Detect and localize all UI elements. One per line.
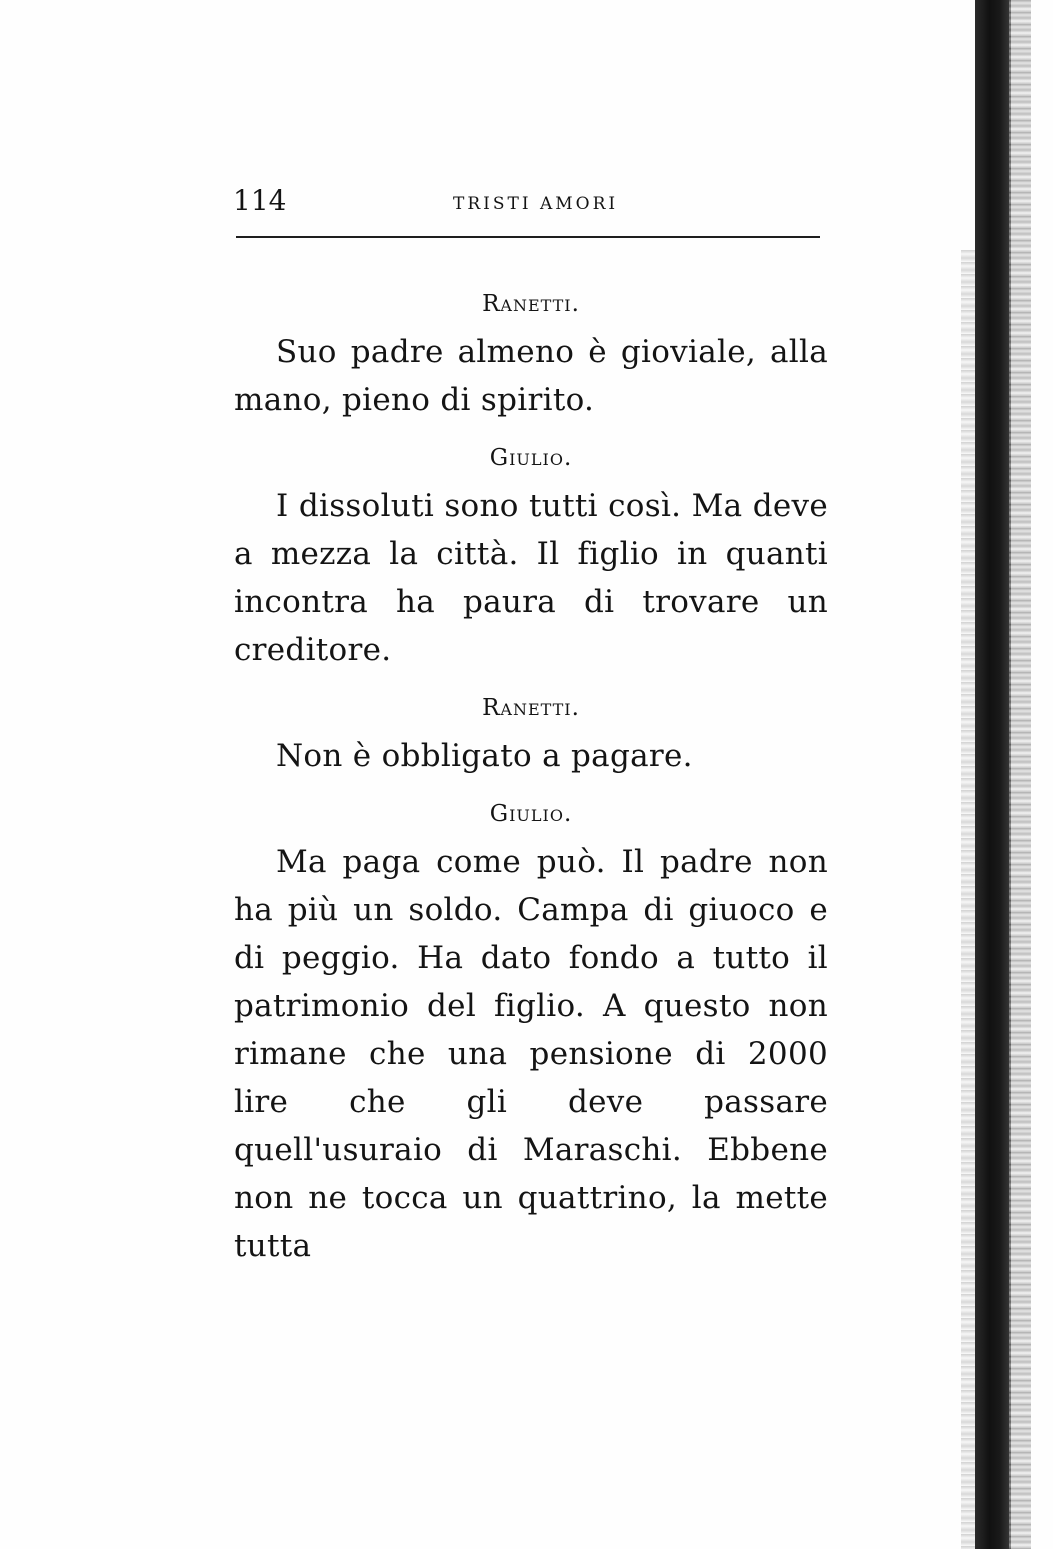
speaker-name: Giulio. — [489, 445, 573, 471]
speaker-name: Giulio. — [489, 801, 573, 827]
speaker-name: Ranetti. — [482, 695, 580, 721]
book-binding-edge — [975, 0, 1011, 1549]
speech-text: Suo padre almeno è gioviale, alla mano, pieno di spirito. — [234, 334, 828, 418]
page-header — [233, 184, 823, 224]
running-title: TRISTI AMORI — [453, 194, 619, 214]
binding-fringe — [1009, 0, 1031, 1549]
speech-text: Non è obbligato a pagare. — [276, 738, 693, 774]
page-number: 114 — [233, 184, 287, 217]
dialogue-body — [234, 280, 828, 1270]
binding-shadow — [961, 250, 975, 1549]
speaker-name: Ranetti. — [482, 291, 580, 317]
speech-text: Ma paga come può. Il padre non ha più un soldo. Campa di giuoco e di peggio. Ha dato fondo a tutto il patrimonio del figlio. A questo non rimane che una pensione di 2000 lire che gli deve passare quell'usuraio di Maraschi. Ebbene non ne tocca un quattrino, la mette tutta — [234, 844, 828, 1264]
header-rule — [236, 236, 820, 238]
speech-text: I dissoluti sono tutti così. Ma deve a mezza la città. Il figlio in quanti incontra ha paura di trovare un creditore. — [234, 488, 828, 668]
